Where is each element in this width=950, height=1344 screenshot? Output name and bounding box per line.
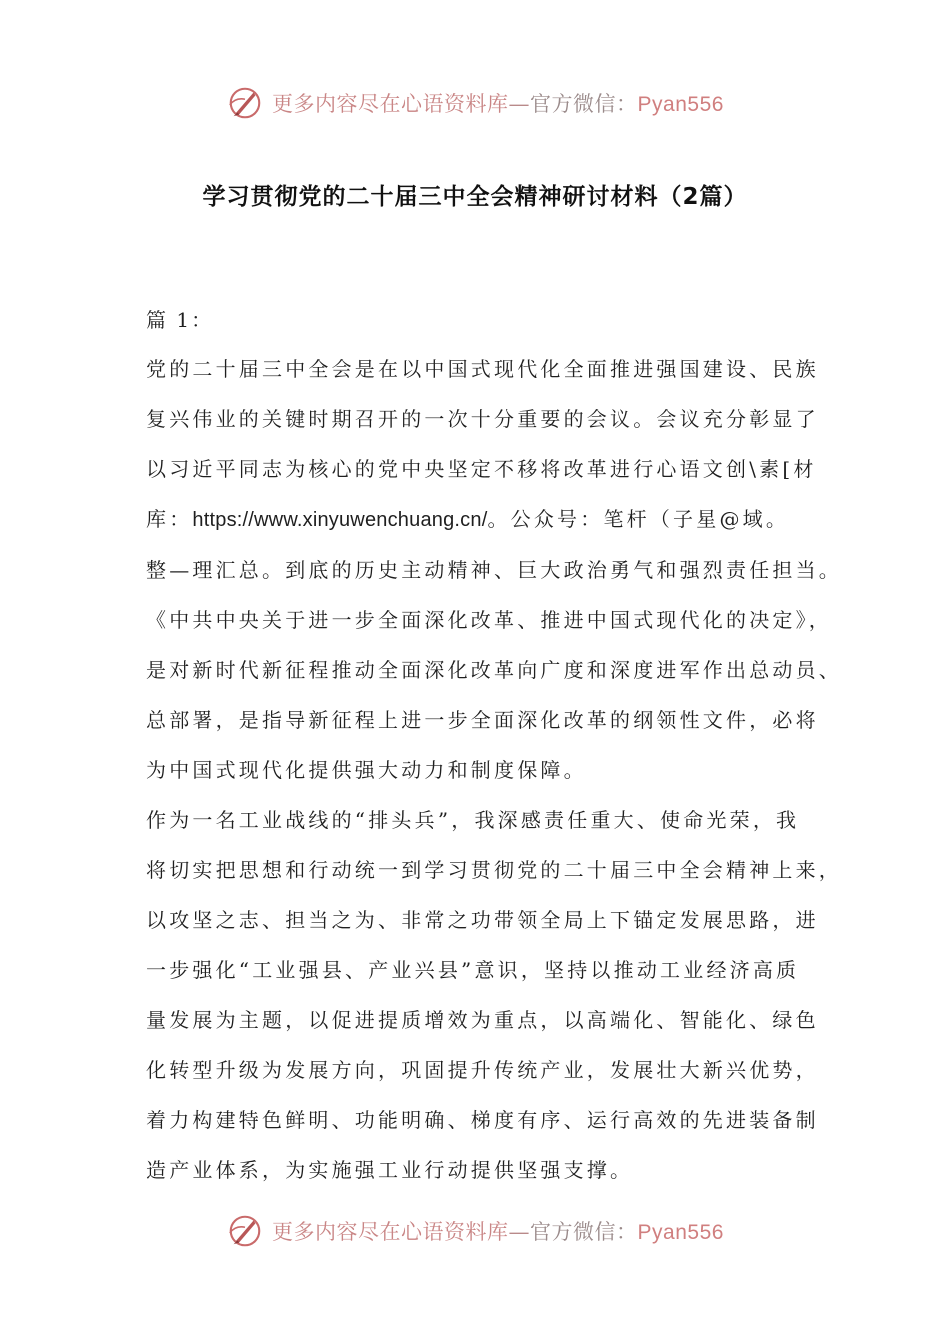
text-line: 着力构建特色鲜明、功能明确、梯度有序、运行高效的先进装备制 bbox=[146, 1108, 819, 1132]
banner-caption bbox=[272, 88, 724, 118]
banner-caption bbox=[272, 1216, 724, 1246]
footer-banner bbox=[0, 1206, 950, 1256]
text-line: 量发展为主题，以促进提质增效为重点，以高端化、智能化、绿色 bbox=[146, 1008, 819, 1032]
banner-slogan: 更多内容尽在心语资料库 bbox=[272, 92, 509, 116]
text-line: 以习近平同志为核心的党中央坚定不移将改革进行心语文创\素[材 bbox=[146, 457, 817, 481]
text-line: 总部署，是指导新征程上进一步全面深化改革的纲领性文件，必将 bbox=[146, 708, 819, 732]
quill-pen-logo-icon bbox=[226, 84, 264, 122]
text-line: 以攻坚之志、担当之为、非常之功带领全局上下锚定发展思路，进 bbox=[146, 908, 819, 932]
banner-wechat-id: Pyan556 bbox=[637, 1221, 724, 1244]
document-body bbox=[146, 344, 842, 1195]
banner-wechat-id: Pyan556 bbox=[637, 93, 724, 116]
text-line: 是对新时代新征程推动全面深化改革向广度和深度进军作出总动员、 bbox=[146, 658, 842, 682]
url-suffix: 。公众号：笔杆（子星@域。 bbox=[487, 507, 790, 531]
section-label: 篇 1： bbox=[146, 308, 214, 332]
text-line: 化转型升级为发展方向，巩固提升传统产业，发展壮大新兴优势， bbox=[146, 1058, 819, 1082]
text-line: 为中国式现代化提供强大动力和制度保障。 bbox=[146, 758, 587, 782]
banner-wechat-label: 官方微信： bbox=[530, 1220, 638, 1244]
banner-dash: — bbox=[508, 1220, 531, 1244]
text-line: 造产业体系，为实施强工业行动提供坚强支撑。 bbox=[146, 1158, 634, 1182]
paragraph-2 bbox=[146, 795, 842, 1195]
url-line bbox=[146, 494, 832, 545]
banner-dash: — bbox=[508, 92, 531, 116]
quill-pen-logo-icon bbox=[226, 1212, 264, 1250]
text-line: 整—理汇总。到底的历史主动精神、巨大政治勇气和强烈责任担当。 bbox=[146, 558, 842, 582]
text-line: 党的二十届三中全会是在以中国式现代化全面推进强国建设、民族 bbox=[146, 357, 819, 381]
text-line: 复兴伟业的关键时期召开的一次十分重要的会议。会议充分彰显了 bbox=[146, 407, 819, 431]
text-line: 《中共中央关于进一步全面深化改革、推进中国式现代化的决定》， bbox=[146, 608, 832, 632]
header-banner bbox=[0, 78, 950, 128]
text-line: 将切实把思想和行动统一到学习贯彻党的二十届三中全会精神上来， bbox=[146, 858, 842, 882]
website-link[interactable]: https://www.xinyuwenchuang.cn/ bbox=[192, 509, 488, 531]
paragraph-1 bbox=[146, 344, 842, 795]
banner-slogan: 更多内容尽在心语资料库 bbox=[272, 1220, 509, 1244]
text-line: 作为一名工业战线的“排头兵”，我深感责任重大、使命光荣，我 bbox=[146, 808, 800, 832]
document-title: 学习贯彻党的二十届三中全会精神研讨材料（2篇） bbox=[202, 184, 748, 210]
banner-wechat-label: 官方微信： bbox=[530, 92, 638, 116]
url-prefix: 库： bbox=[146, 507, 193, 531]
text-line: 一步强化“工业强县、产业兴县”意识，坚持以推动工业经济高质 bbox=[146, 958, 800, 982]
